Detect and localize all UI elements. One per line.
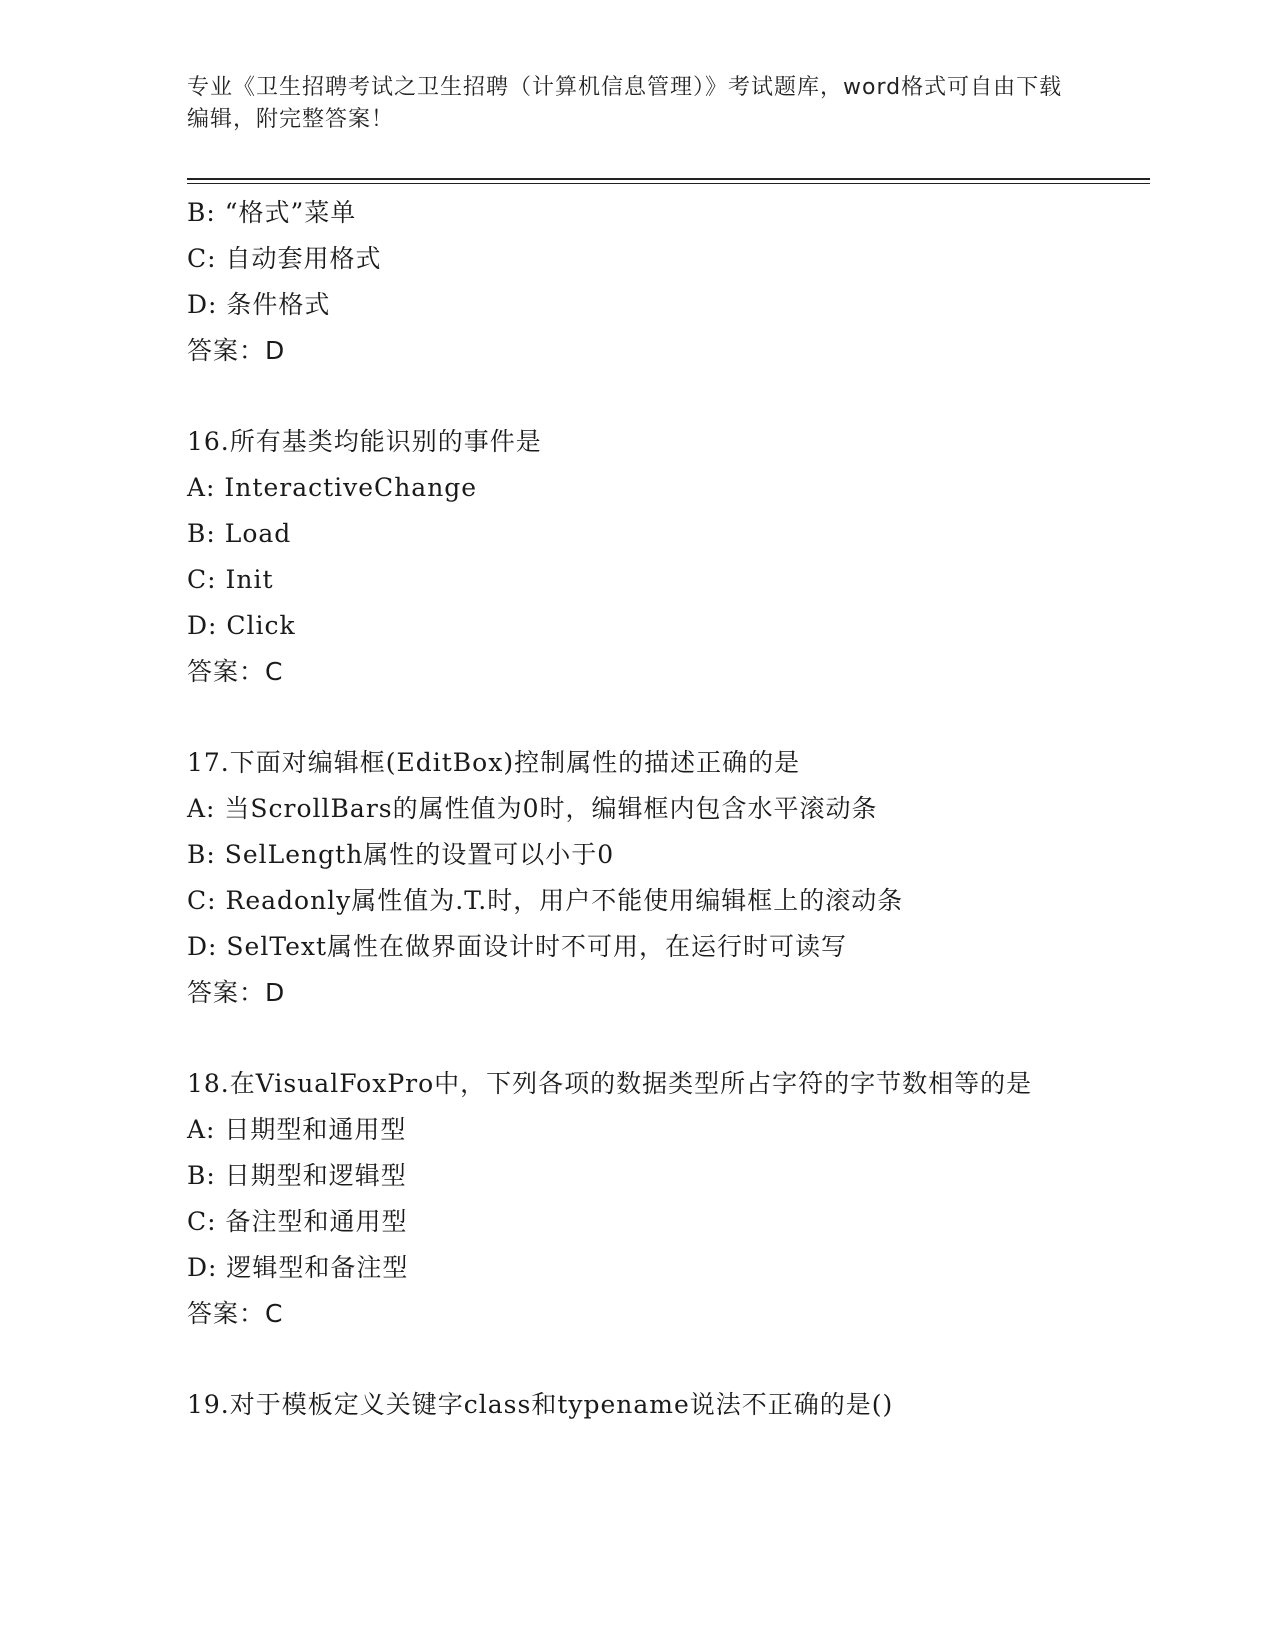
question-text: 19.对于模板定义关键字class和typename说法不正确的是() bbox=[187, 1390, 894, 1419]
answer-line: 答案：C bbox=[187, 1299, 284, 1328]
option-b: B: “格式”菜单 bbox=[187, 198, 357, 227]
block-spacer bbox=[187, 374, 1067, 419]
option-c: C: 自动套用格式 bbox=[187, 244, 382, 273]
question-block-17 bbox=[187, 740, 1067, 1016]
option-a: A: 日期型和通用型 bbox=[187, 1115, 407, 1144]
header-rule-thick bbox=[187, 178, 1150, 180]
option-d: D: 逻辑型和备注型 bbox=[187, 1253, 409, 1282]
option-c: C: 备注型和通用型 bbox=[187, 1207, 408, 1236]
answer-line: 答案：C bbox=[187, 657, 284, 686]
question-text: 18.在VisualFoxPro中，下列各项的数据类型所占字符的字节数相等的是 bbox=[187, 1069, 1033, 1098]
option-a: A: InteractiveChange bbox=[187, 473, 478, 502]
question-text: 17.下面对编辑框(EditBox)控制属性的描述正确的是 bbox=[187, 748, 801, 777]
block-spacer bbox=[187, 695, 1067, 740]
document-header: 专业《卫生招聘考试之卫生招聘（计算机信息管理）》考试题库，word格式可自由下载编辑，附完整答案！ bbox=[187, 75, 1063, 132]
block-spacer bbox=[187, 1337, 1067, 1382]
option-c: C: Readonly属性值为.T.时，用户不能使用编辑框上的滚动条 bbox=[187, 886, 904, 915]
block-spacer bbox=[187, 1016, 1067, 1061]
header-rule-thin bbox=[187, 183, 1150, 184]
option-d: D: SelText属性在做界面设计时不可用，在运行时可读写 bbox=[187, 932, 848, 961]
question-text: 16.所有基类均能识别的事件是 bbox=[187, 427, 542, 456]
question-block-15 bbox=[187, 190, 1067, 374]
question-block-18 bbox=[187, 1061, 1067, 1337]
answer-line: 答案：D bbox=[187, 336, 286, 365]
option-b: B: SelLength属性的设置可以小于0 bbox=[187, 840, 615, 869]
question-block-19 bbox=[187, 1382, 1067, 1428]
question-list bbox=[187, 190, 1067, 1428]
option-d: D: Click bbox=[187, 611, 296, 640]
option-b: B: Load bbox=[187, 519, 292, 548]
option-b: B: 日期型和逻辑型 bbox=[187, 1161, 407, 1190]
option-a: A: 当ScrollBars的属性值为0时，编辑框内包含水平滚动条 bbox=[187, 794, 878, 823]
option-d: D: 条件格式 bbox=[187, 290, 331, 319]
option-c: C: Init bbox=[187, 565, 274, 594]
answer-line: 答案：D bbox=[187, 978, 286, 1007]
question-block-16 bbox=[187, 419, 1067, 695]
